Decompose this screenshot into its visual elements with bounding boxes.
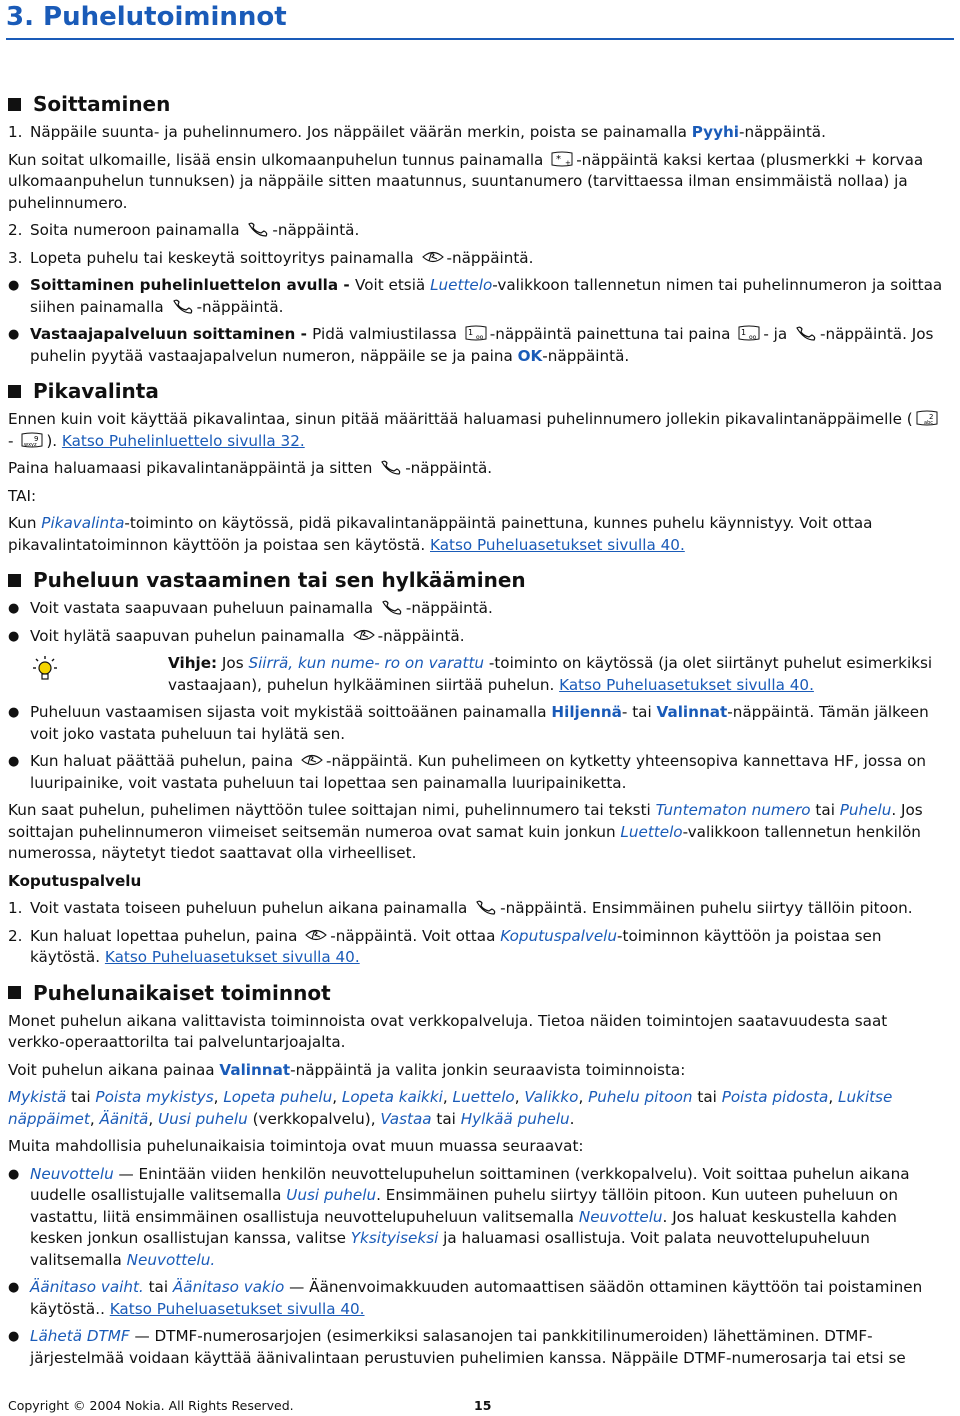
bullet-voicemail: ● Vastaajapalveluun soittaminen - Pidä valmiustilassa 1 oo -näppäintä painettuna tai paina 1 oo - ja -näppäintä. Jos puhelin pyytää vastaajapalvelun numeron, näppäile se ja paina OK-näppäintä.: [8, 325, 934, 365]
chapter-title: 3. Puhelutoiminnot: [6, 2, 287, 32]
two-key-icon: [915, 410, 939, 427]
speed-dial-setting: Kun Pikavalinta-toiminto on käytössä, pidä pikavalintanäppäintä painettuna, kunnes puhelu käynnistyy. Voit ottaa pikavalintatoiminnon käyttöön ja poistaa sen käytöstä. Katso Puheluasetukset sivulla 40.: [8, 514, 873, 554]
step-2: 2. Soita numeroon painamalla -näppäintä.: [8, 221, 360, 239]
svg-text:+: +: [565, 158, 572, 167]
bullet-volume: ● Äänitaso vaiht. tai Äänitaso vakio — Äänenvoimakkuuden automaattisen säädön ottaminen käyttöön tai poistaminen käytöstä.. Katso Puheluasetukset sivulla 40.: [8, 1278, 923, 1318]
bullet-end-call: ● Kun haluat päättää puhelun, paina -näppäintä. Kun puhelimeen on kytketty yhteensopiva kannettava HF, jossa on luuripainike, voit vastata puheluun tai lopettaa sen painamalla luuripainiketta.: [8, 752, 927, 792]
section-marker-icon: [8, 986, 21, 999]
step-3: 3. Lopeta puhelu tai keskeytä soittoyritys painamalla -näppäintä.: [8, 248, 534, 267]
section-heading-vastaaminen: Puheluun vastaaminen tai sen hylkääminen: [8, 568, 946, 592]
section-heading-puhelunaikaiset: Puhelunaikaiset toiminnot: [8, 981, 946, 1005]
bullet-phonebook-call: ● Soittaminen puhelinluettelon avulla - Voit etsiä Luettelo-valikkoon tallennetun nimen tai puhelinnumeron ja soittaa siihen painamalla -näppäintä.: [8, 276, 943, 316]
chapter-rule: [6, 38, 954, 40]
copyright-text: Copyright © 2004 Nokia. All Rights Reserved.: [8, 1398, 294, 1413]
in-call-options-intro: Voit puhelun aikana painaa Valinnat-näppäintä ja valita jonkin seuraavista toiminnoista:: [8, 1060, 686, 1079]
speed-dial-intro: Ennen kuin voit käyttää pikavalintaa, sinun pitää määrittää haluamasi puhelinnumero jollekin pikavalintanäppäimelle ( 2 abc - 9 wxyz ). Katso Puhelinluettelo sivulla 32.: [8, 409, 946, 452]
step-1: 1. Näppäile suunta- ja puhelinnumero. Jos näppäilet väärän merkin, poista se painamalla Pyyhi-näppäintä.: [8, 123, 826, 141]
speed-dial-press: Paina haluamaasi pikavalintanäppäintä ja sitten -näppäintä.: [8, 459, 493, 477]
section-heading-pikavalinta: Pikavalinta: [8, 379, 946, 403]
one-key-icon: [737, 325, 761, 342]
svg-text:2: 2: [928, 413, 934, 421]
link-puheluasetukset[interactable]: Katso Puheluasetukset sivulla 40.: [109, 1299, 365, 1318]
tai-label: TAI:: [8, 486, 37, 505]
star-key-icon: [550, 151, 574, 168]
link-puhelinluettelo[interactable]: Katso Puhelinluettelo sivulla 32.: [61, 431, 305, 450]
in-call-intro: Monet puhelun aikana valittavista toiminnoista ovat verkkopalveluja. Tietoa näiden toimintojen saatavuudesta saat verkko-operaattorilta tai palveluntarjoajalta.: [8, 1011, 888, 1051]
end-key-icon: [304, 927, 328, 944]
subheading-koputuspalvelu: Koputuspalvelu: [8, 871, 142, 890]
section-marker-icon: [8, 574, 21, 587]
section-marker-icon: [8, 385, 21, 398]
waiting-step-2: 2. Kun haluat lopettaa puhelun, paina -näppäintä. Voit ottaa Koputuspalvelu-toiminnon käyttöön ja poistaa sen käytöstä. Katso Puheluasetukset sivulla 40.: [8, 926, 882, 966]
call-key-icon: [380, 599, 404, 616]
key-name-pyyhi: Pyyhi: [691, 123, 739, 141]
bullet-reject: ● Voit hylätä saapuvan puhelun painamalla -näppäintä.: [8, 626, 465, 645]
call-key-icon: [379, 459, 403, 476]
svg-text:wxyz: wxyz: [24, 441, 37, 448]
caller-info-paragraph: Kun saat puhelun, puhelimen näyttöön tulee soittajan nimi, puhelinnumero tai teksti Tuntematon numero tai Puhelu. Jos soittajan puhelinnumeron viimeiset seitsemän numeroa ovat samat kuin jonkun Luettelo-valikkoon tallennetun henkilön numerossa, näytetyt tiedot saattavat olla virheelliset.: [8, 801, 923, 862]
call-key-icon: [794, 325, 818, 342]
bullet-mute: ● Puheluun vastaamisen sijasta voit mykistää soittoäänen painamalla Hiljennä- tai Valinnat-näppäintä. Tämän jälkeen voit joko vastata puheluun tai hylätä sen.: [8, 703, 929, 743]
svg-text:oo: oo: [749, 334, 757, 341]
nine-key-icon: [20, 432, 44, 449]
svg-text:oo: oo: [475, 334, 484, 341]
bullet-answer: ● Voit vastata saapuvaan puheluun painamalla -näppäintä.: [8, 599, 493, 617]
bullet-dtmf: ● Lähetä DTMF — DTMF-numerosarjojen (esimerkiksi salasanojen tai pankkitilinumeroiden) lähettäminen. DTMF-järjestelmää voidaan käyttää äänivalintaan perustuvien puhelimien kanssa. Näppäile DTMF-numerosarja tai etsi se: [8, 1327, 906, 1367]
link-puheluasetukset[interactable]: Katso Puheluasetukset sivulla 40.: [104, 948, 360, 966]
call-key-icon: [171, 298, 195, 315]
end-key-icon: [421, 249, 445, 266]
other-options-intro: Muita mahdollisia puhelunaikaisia toimintoja ovat muun muassa seuraavat:: [8, 1137, 584, 1155]
svg-text:*: *: [556, 153, 562, 165]
page-number: 15: [474, 1398, 492, 1413]
section-marker-icon: [8, 98, 21, 111]
svg-text:1: 1: [467, 328, 473, 337]
link-puheluasetukset[interactable]: Katso Puheluasetukset sivulla 40.: [430, 535, 685, 554]
intl-paragraph: Kun soitat ulkomaille, lisää ensin ulkomaanpuhelun tunnus painamalla * + -näppäintä kaksi kertaa (plusmerkki + korvaa ulkomaanpuhelun tunnuksen) ja näppäile sitten maatunnus, suuntanumero (tarvittaessa ilman ensimmäistä nollaa) ja puhelinnumero.: [8, 150, 924, 212]
tip-box: Vihje: Jos Siirrä, kun nume- ro on varattu -toiminto on käytössä (ja olet siirtänyt puhelut esimerkiksi vastaajaan), puhelun hylkääminen siirtää puhelun. Katso Puheluasetukset sivulla 40.: [8, 653, 946, 696]
bullet-conference: ● Neuvottelu — Enintään viiden henkilön neuvottelupuhelun soittaminen (verkkopalvelu). Voit soittaa puhelun aikana uudelle osallistujalle valitsemalla Uusi puhelu. Ensimmäinen puhelu siirtyy tällöin pitoon. Kun uuteen puheluun on vastattu, liitä ensimmäinen osallistuja neuvottelupuheluun valitsemalla Neuvottelu. Jos haluat keskustella kahden kesken jonkun osallistujan kanssa, valitse Yksityiseksi ja haluamasi osallistuja. Voit palata neuvottelupuheluun valitsemalla Neuvottelu.: [8, 1164, 910, 1269]
svg-text:9: 9: [34, 434, 39, 443]
lightbulb-icon: [30, 655, 60, 685]
call-key-icon: [246, 221, 270, 238]
call-key-icon: [474, 899, 498, 916]
svg-text:1: 1: [741, 328, 747, 337]
end-key-icon: [300, 752, 324, 769]
end-key-icon: [352, 627, 376, 644]
page-content: [8, 86, 946, 1375]
one-key-icon: [464, 325, 488, 342]
in-call-options-list: Mykistä tai Poista mykistys, Lopeta puhelu, Lopeta kaikki, Luettelo, Valikko, Puhelu pitoon tai Poista pidosta, Lukitse näppäimet, Äänitä, Uusi puhelu (verkkopalvelu), Vastaa tai Hylkää puhelu.: [8, 1088, 893, 1128]
svg-text:abc: abc: [923, 420, 933, 426]
waiting-step-1: 1. Voit vastata toiseen puheluun puhelun aikana painamalla -näppäintä. Ensimmäinen puhelu siirtyy tällöin pitoon.: [8, 899, 913, 917]
link-puheluasetukset[interactable]: Katso Puheluasetukset sivulla 40.: [559, 675, 814, 694]
page-footer: [8, 1398, 946, 1413]
section-heading-soittaminen: Soittaminen: [8, 92, 946, 116]
